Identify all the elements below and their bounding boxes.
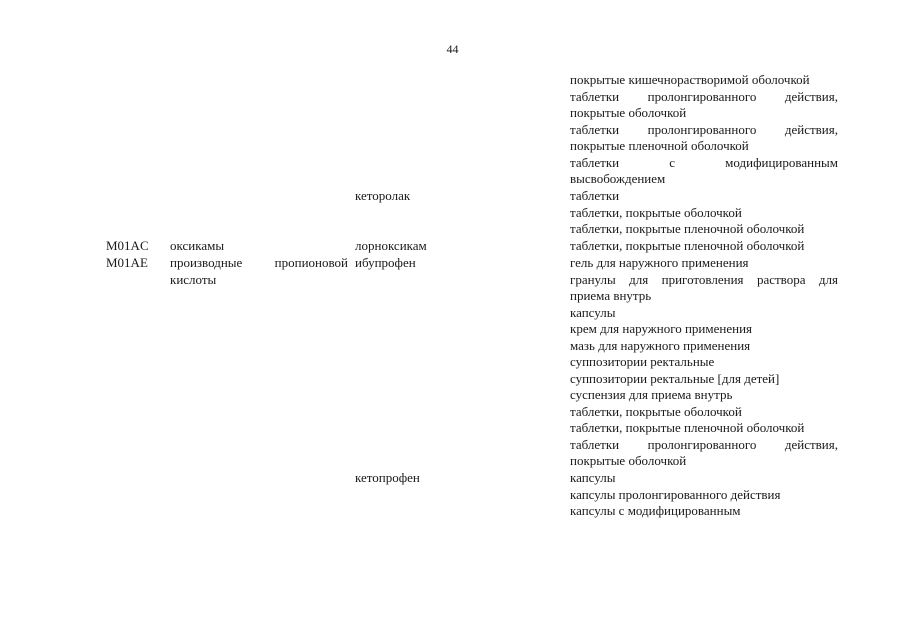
pharmacological-group: оксикамы <box>170 238 225 253</box>
table-row <box>0 255 905 470</box>
dosage-form: суппозитории ректальные [для детей] <box>570 370 780 386</box>
dosage-forms <box>570 238 838 255</box>
atc-code: M01AC <box>106 238 149 253</box>
dosage-form: таблетки пролонгированного действия, покрытые оболочкой <box>570 436 838 468</box>
dosage-form: таблетки, покрытые пленочной оболочкой <box>570 221 805 236</box>
table-row <box>0 72 905 188</box>
atc-code: M01AE <box>106 255 148 270</box>
dosage-form: таблетки <box>570 188 620 203</box>
dosage-forms <box>570 255 838 470</box>
dosage-forms <box>570 72 838 188</box>
dosage-form: таблетки пролонгированного действия, покрытые пленочной оболочкой <box>570 121 838 153</box>
dosage-form: таблетки, покрытые оболочкой <box>570 403 742 419</box>
dosage-form: капсулы <box>570 304 616 320</box>
dosage-form: капсулы пролонгированного действия <box>570 486 781 502</box>
dosage-form: гель для наружного применения <box>570 255 749 270</box>
dosage-form: таблетки, покрытые оболочкой <box>570 204 742 220</box>
dosage-forms <box>570 470 838 520</box>
dosage-form: суспензия для приема внутрь <box>570 387 733 402</box>
drug-name: кеторолак <box>355 188 411 203</box>
dosage-form: покрытые кишечнорастворимой оболочкой <box>570 72 810 87</box>
page-number: 44 <box>446 42 459 56</box>
table-row <box>0 470 905 520</box>
dosage-form: крем для наружного применения <box>570 321 753 336</box>
dosage-form: таблетки, покрытые пленочной оболочкой <box>570 420 805 435</box>
drug-table <box>0 72 905 520</box>
dosage-forms <box>570 188 838 238</box>
dosage-form: гранулы для приготовления раствора для приема внутрь <box>570 271 838 303</box>
drug-name: кетопрофен <box>355 470 420 485</box>
dosage-form: капсулы <box>570 470 616 485</box>
pharmacological-group: производные пропионовой кислоты <box>170 255 348 287</box>
table-row <box>0 188 905 238</box>
dosage-form: таблетки, покрытые пленочной оболочкой <box>570 238 805 253</box>
drug-name: лорноксикам <box>355 238 427 253</box>
dosage-form: мазь для наружного применения <box>570 337 751 353</box>
table-row <box>0 238 905 255</box>
drug-name: ибупрофен <box>355 255 416 270</box>
dosage-form: таблетки пролонгированного действия, покрытые оболочкой <box>570 88 838 120</box>
dosage-form: суппозитории ректальные <box>570 354 715 369</box>
dosage-form: таблетки с модифицированным высвобождением <box>570 154 838 186</box>
dosage-form: капсулы с модифицированным <box>570 503 741 518</box>
